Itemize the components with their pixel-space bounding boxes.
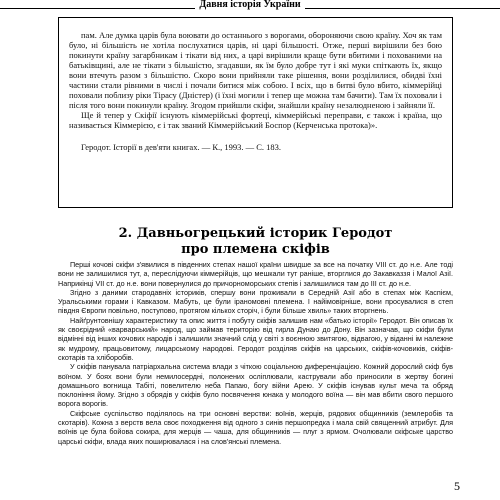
quote-box [58,17,453,208]
quote-paragraph: Ще й тепер у Скіфії існують кіммерійські фортеці, кіммерійські переправи, є також і країна, що називається Кіммерією, є і так званий Кіммерійський Боспор (Керченська протока)». [69,110,442,130]
page-number: 5 [454,479,460,493]
running-header-text: Давня історія України [195,0,304,10]
quote-paragraph: пам. Але думка царів була воювати до останнього з ворогами, обороняючи свою країну. Хоч як там було, ні більшість не хотіла послухатися царів, ні царі більшості. Отже, перші вирішили без бою покинути країну загарбникам і тікати від них, а царі вирішили краще бути вбитими і похованими на батьківщині, але не тікати з більшістю, згадавши, як їм було добре тут і які муки спіткають їх, якщо вони втечуть разом з більшістю. Скоро вони прийняли таке рішення, вони розділилися, обидві їхні частини стали рівними в числі і почали битися між собою. І всіх, що в битві було вбито, кіммерійці поховали поблизу ріки Тірасу (Дністер) (і їхні могили і тепер ще можна там бачити). Там їх поховали і після того вони покинули країну. Згодом прийшли скіфи, знайшли країну незалюдненою і зайняли її. [69,30,442,110]
section-title-line: про племена скіфів [181,242,330,257]
body-paragraph: Згідно з даними стародавніх істориків, спершу вони проживали в Середній Азії або в степах між Каспієм, Уральськими горами і Кавказом. Мабуть, це були іраномовні племена. І найімовірніше, вони просувалися в степ півдня Європи повільно, поступово, протягом кількох сторіч, і були більше хвиль» таких вторгнень. [58,287,453,316]
quote-citation: Геродот. Історії в дев'яти книгах. — К., 1993. — С. 183. [81,142,282,152]
body-paragraph: Найґрунтовнішу характеристику та опис життя і побуту скіфів залишив нам «батько історії» Геродот. Він описав їх як своєрідний «варварський» народ, що займав територію від гирла Дунаю до Дону. Він зазначав, що скіфи були відмінні від інших кочових народів і залишили значний слід у світі з воєнною звитягою, відвагою, у віданні ім належне як мудрому, працьовитому, лицарському народові. Геродот розділяв скіфів на царських, скіфів-кочовиків, скіфів-скотарів та хліборобів. [58,315,453,362]
body-paragraph: У скіфів панувала патріархальна система влади з чіткою соціальною диференціацією. Кожний дорослий скіф був воїном. У боях вони були немилосердні, полонених осліплювали, кастрували або приносили в жертву богині домашнього вогнища Табіті, повелителю неба Папаю, богу війни Арею. У скіфів існував культ меча та обряд поклоніння йому. Згідно з обрядів у скіфів було посвячення юнака у молодого воїна — він мав вбити свого першого ворога ворогів. [58,362,453,409]
section-title [58,226,453,258]
running-header [0,0,500,10]
section-title-line: 2. Давньогрецький історик Геродот [118,226,393,241]
body-paragraph: Скіфське суспільство поділялось на три основні верстви: воїнів, жерців, рядових общинників (землеробів та скотарів). Кожна з верств вела своє походження від одного з синів першопредка і мала свій священний атрибут. Для воїнів це була бойова сокира, для жерців — чаша, для общинників — плуг з ярмом. Очолювали скіфське царство царські скіфи, влада яких поширювалася і на слов'янські племена. [58,408,453,446]
section-body [58,260,453,446]
body-paragraph: Перші кочові скіфи з'явилися в південних степах нашої країни швидше за все на початку VIII ст. до н.е. Але тоді вони не залишилися тут, а, переслідуючи кіммерійців, що мешкали тут раніше, вторглися до Закавказзя і Малої Азії. Наприкінці VII ст. до н.е. вони повернулися до причорноморських степів і залишилися там до III ст. до н.е. [58,260,453,288]
